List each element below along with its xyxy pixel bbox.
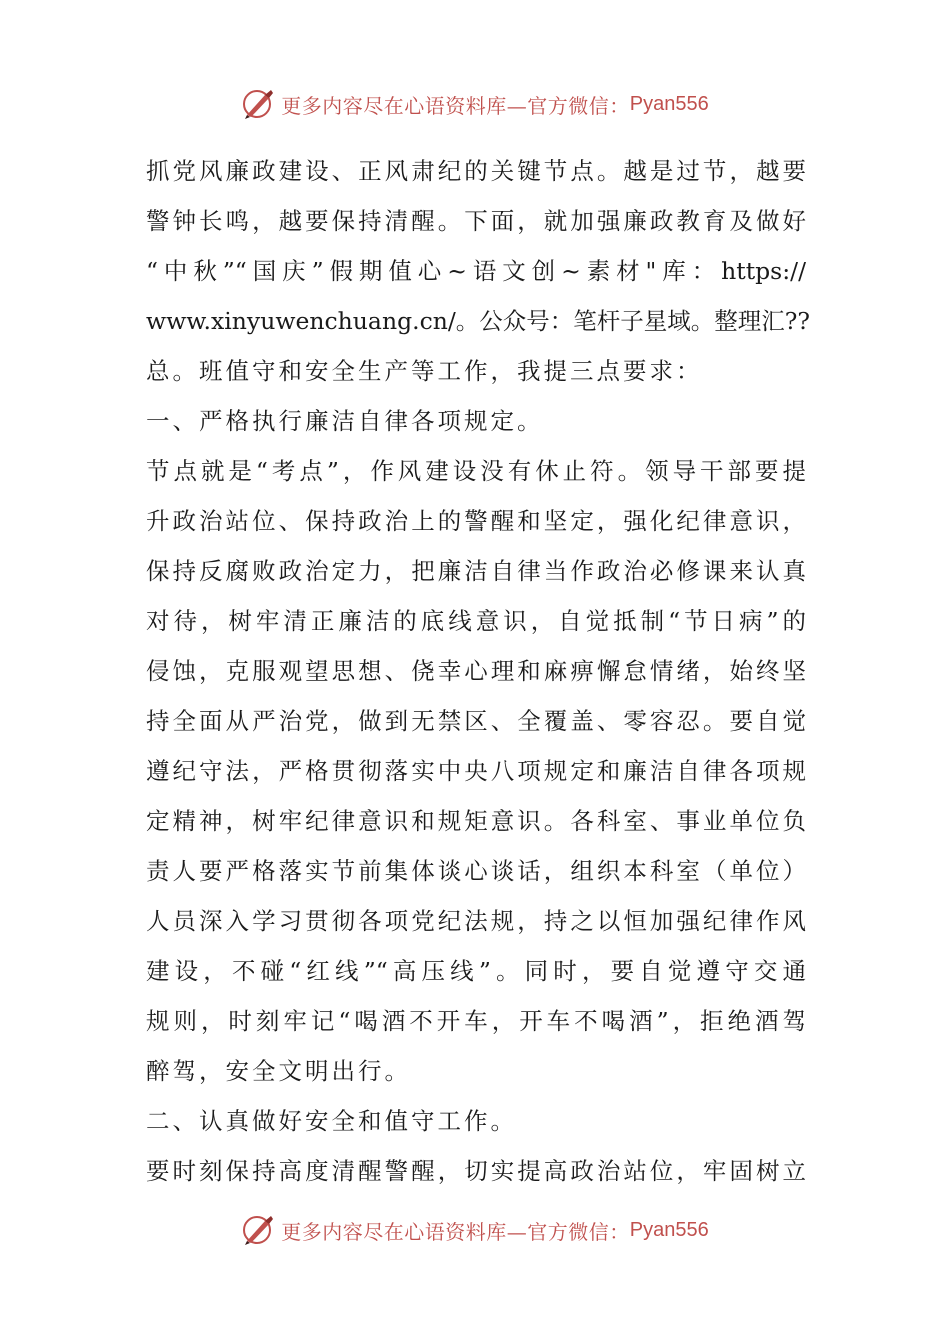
body-line: www.xinyuwenchuang.cn/。公众号：笔杆子星域。整理汇?? bbox=[146, 307, 811, 335]
wechat-id: Pyan556 bbox=[629, 1218, 709, 1241]
body-line: 侵蚀，克服观望思想、侥幸心理和麻痹懈怠情绪，始终坚 bbox=[146, 657, 806, 685]
body-line: 遵纪守法，严格贯彻落实中央八项规定和廉洁自律各项规 bbox=[146, 757, 806, 785]
banner-text: 更多内容尽在心语资料库—官方微信： bbox=[281, 1219, 630, 1244]
body-line: 规则，时刻牢记“喝酒不开车，开车不喝酒”，拒绝酒驾 bbox=[146, 1007, 806, 1035]
wechat-id: Pyan556 bbox=[629, 92, 709, 115]
body-line: 保持反腐败政治定力，把廉洁自律当作政治必修课来认真 bbox=[146, 557, 806, 585]
body-line: 定精神，树牢纪律意识和规矩意识。各科室、事业单位负 bbox=[146, 807, 806, 835]
pen-logo-icon bbox=[241, 87, 275, 121]
body-line: “中秋”“国庆”假期值心~语文创~素材"库：https:// bbox=[146, 257, 806, 285]
body-line: 持全面从严治党，做到无禁区、全覆盖、零容忍。要自觉 bbox=[146, 707, 806, 735]
body-line: 建设，不碰“红线”“高压线”。同时，要自觉遵守交通 bbox=[146, 957, 806, 985]
body-line: 人员深入学习贯彻各项党纪法规，持之以恒加强纪律作风 bbox=[146, 907, 806, 935]
body-line: 对待，树牢清正廉洁的底线意识，自觉抵制“节日病”的 bbox=[146, 607, 806, 635]
body-line: 警钟长鸣，越要保持清醒。下面，就加强廉政教育及做好 bbox=[146, 207, 806, 235]
document-body bbox=[146, 146, 811, 1196]
body-line: 节点就是“考点”，作风建设没有休止符。领导干部要提 bbox=[146, 457, 806, 485]
section-heading: 一、严格执行廉洁自律各项规定。 bbox=[146, 407, 544, 435]
header-banner bbox=[0, 84, 950, 124]
banner-text: 更多内容尽在心语资料库—官方微信： bbox=[281, 93, 630, 118]
footer-banner bbox=[0, 1210, 950, 1250]
body-line: 总。班值守和安全生产等工作，我提三点要求： bbox=[146, 357, 703, 385]
body-line: 升政治站位、保持政治上的警醒和坚定，强化纪律意识， bbox=[146, 507, 806, 535]
body-line: 抓党风廉政建设、正风肃纪的关键节点。越是过节，越要 bbox=[146, 157, 806, 185]
body-line: 醉驾，安全文明出行。 bbox=[146, 1057, 411, 1085]
pen-logo-icon bbox=[241, 1213, 275, 1247]
section-heading: 二、认真做好安全和值守工作。 bbox=[146, 1107, 517, 1135]
body-line: 责人要严格落实节前集体谈心谈话，组织本科室（单位） bbox=[146, 857, 806, 885]
body-line: 要时刻保持高度清醒警醒，切实提高政治站位，牢固树立 bbox=[146, 1157, 806, 1185]
